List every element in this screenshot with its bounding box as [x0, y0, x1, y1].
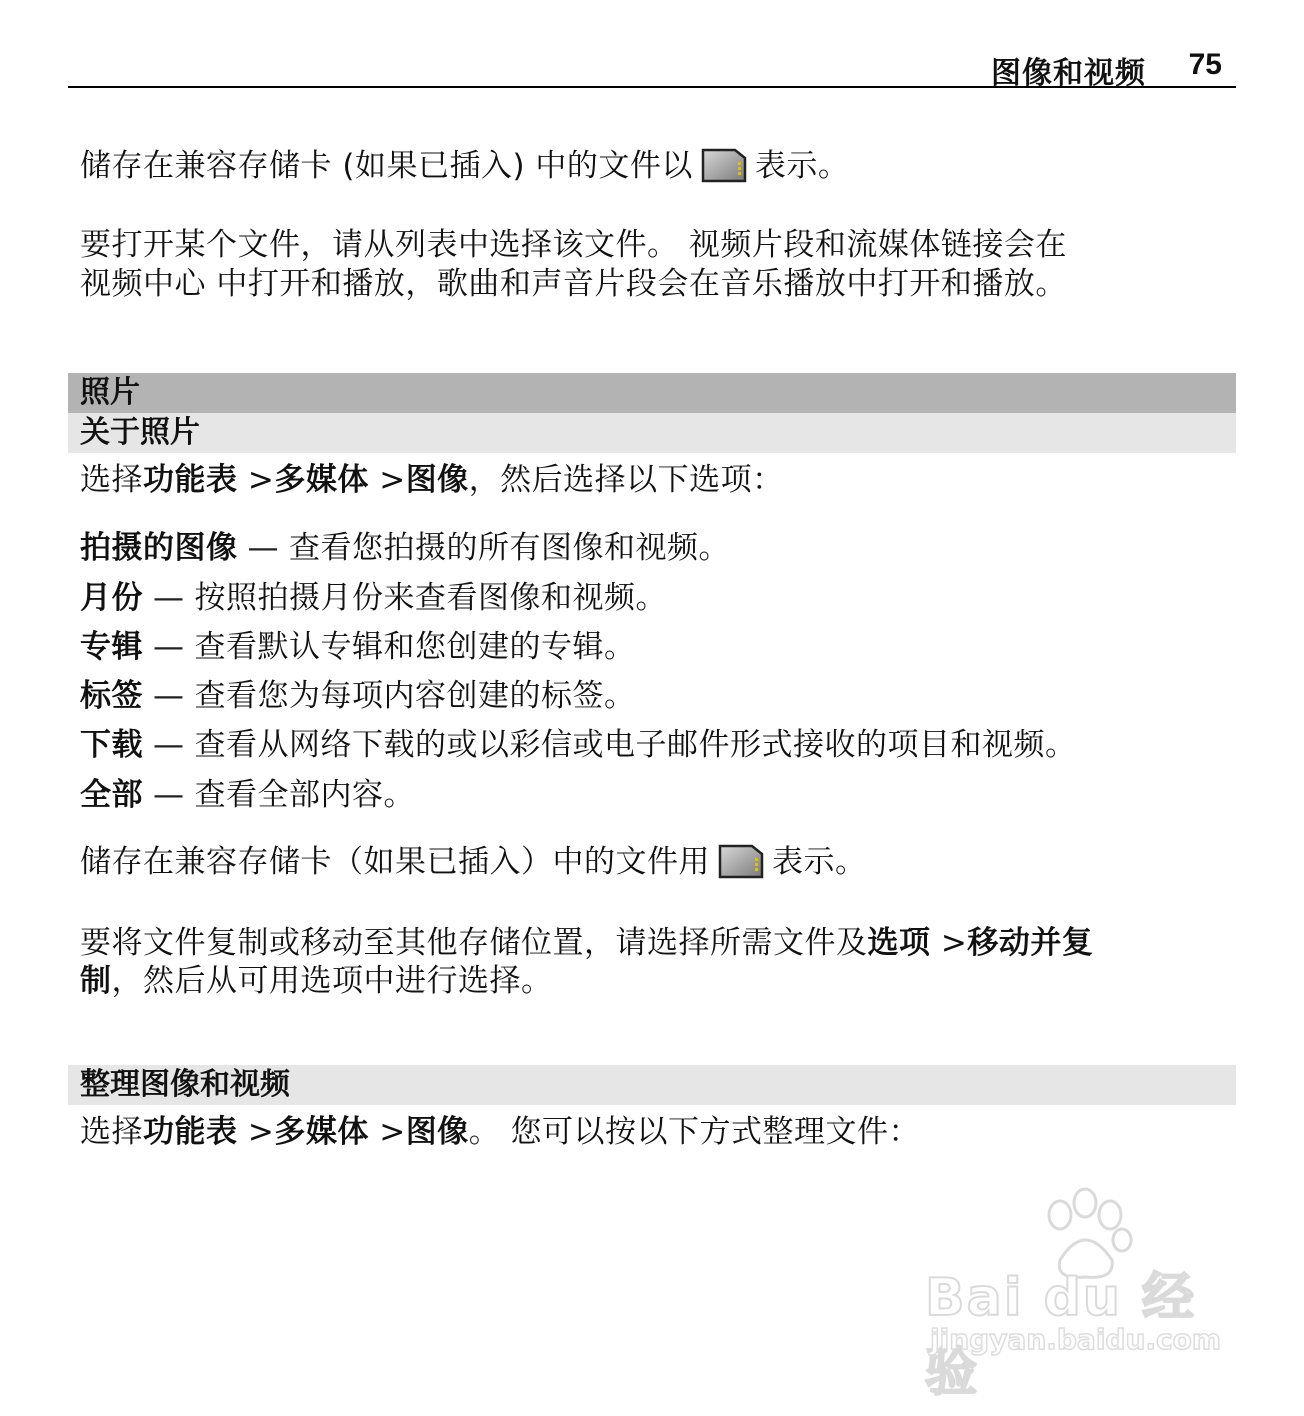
copy-line-1	[80, 924, 1093, 962]
copy-move-cont: 制	[80, 963, 112, 999]
option-dash: —	[153, 678, 185, 714]
option-dash: —	[153, 727, 185, 763]
header-title: 图像和视频	[991, 56, 1146, 91]
copy-line-2	[80, 962, 553, 1000]
path-separator: >	[368, 1114, 406, 1150]
path-separator: >	[237, 1114, 275, 1150]
path-images: 图像	[405, 462, 469, 498]
option-item	[80, 628, 636, 666]
copy-prefix: 要将文件复制或移动至其他存储位置，请选择所需文件及	[80, 925, 868, 961]
option-item	[80, 579, 667, 617]
path-images: 图像	[405, 1114, 469, 1150]
path-suffix: 。 您可以按以下方式整理文件：	[468, 1114, 921, 1150]
option-desc: 查看默认专辑和您创建的专辑。	[194, 629, 636, 665]
option-dash: —	[153, 777, 185, 813]
path-prefix: 选择	[80, 462, 143, 498]
section-header-photos	[68, 373, 1236, 413]
path-multimedia: 多媒体	[274, 1114, 369, 1150]
path-menu: 功能表	[143, 462, 238, 498]
option-desc: 查看全部内容。	[194, 777, 415, 813]
option-dash: —	[153, 580, 185, 616]
photos-storage-line	[80, 843, 867, 881]
baidu-jingyan-watermark	[925, 1205, 1225, 1403]
photos-storage-text-after: 表示。	[772, 844, 867, 880]
option-item	[80, 776, 415, 814]
subsection-title: 关于照片	[80, 415, 200, 450]
path-menu: 功能表	[143, 1114, 238, 1150]
copy-separator: >	[930, 925, 968, 961]
intro-open-line-2: 视频中心 中打开和播放，歌曲和声音片段会在音乐播放中打开和播放。	[80, 266, 1067, 302]
memory-card-icon	[718, 843, 764, 879]
option-item	[80, 726, 1077, 764]
intro-storage-text-after: 表示。	[754, 148, 850, 184]
organize-title: 整理图像和视频	[80, 1067, 290, 1102]
watermark-brand: Bai du 经验	[925, 1268, 1196, 1403]
option-label: 拍摄的图像	[80, 530, 238, 566]
intro-open-line-1: 要打开某个文件，请从列表中选择该文件。 视频片段和流媒体链接会在	[80, 227, 1067, 263]
subsection-header-organize	[68, 1065, 1236, 1105]
copy-rest: ，然后从可用选项中进行选择。	[111, 963, 553, 999]
option-desc: 查看您为每项内容创建的标签。	[194, 678, 636, 714]
path-separator: >	[237, 462, 275, 498]
page-header	[68, 46, 1236, 91]
option-desc: 查看您拍摄的所有图像和视频。	[289, 530, 730, 566]
subsection-header-about-photos	[68, 413, 1236, 453]
path-prefix: 选择	[80, 1114, 143, 1150]
option-dash: —	[153, 629, 185, 665]
option-label: 月份	[80, 580, 143, 616]
section-title: 照片	[80, 375, 140, 410]
organize-path-line	[80, 1113, 920, 1151]
memory-card-icon	[701, 147, 747, 183]
photos-path-line	[80, 461, 784, 499]
option-dash: —	[247, 530, 279, 566]
watermark-url: jingyan.baidu.com	[930, 1323, 1222, 1356]
path-separator: >	[368, 462, 406, 498]
copy-move: 移动并复	[967, 925, 1094, 961]
copy-options: 选项	[867, 925, 931, 961]
option-label: 专辑	[80, 629, 143, 665]
path-suffix: ，然后选择以下选项：	[468, 462, 784, 498]
option-item	[80, 677, 636, 715]
page-number: 75	[1188, 48, 1222, 81]
option-label: 全部	[80, 777, 143, 813]
intro-storage-line	[80, 147, 849, 185]
option-label: 下载	[80, 727, 143, 763]
option-item	[80, 529, 730, 567]
photos-storage-text-before: 储存在兼容存储卡（如果已插入）中的文件用	[80, 844, 710, 880]
intro-storage-text-before: 储存在兼容存储卡 (如果已插入) 中的文件以	[80, 148, 693, 184]
path-multimedia: 多媒体	[274, 462, 369, 498]
option-label: 标签	[80, 678, 143, 714]
option-desc: 查看从网络下载的或以彩信或电子邮件形式接收的项目和视频。	[194, 727, 1077, 763]
option-desc: 按照拍摄月份来查看图像和视频。	[194, 580, 667, 616]
